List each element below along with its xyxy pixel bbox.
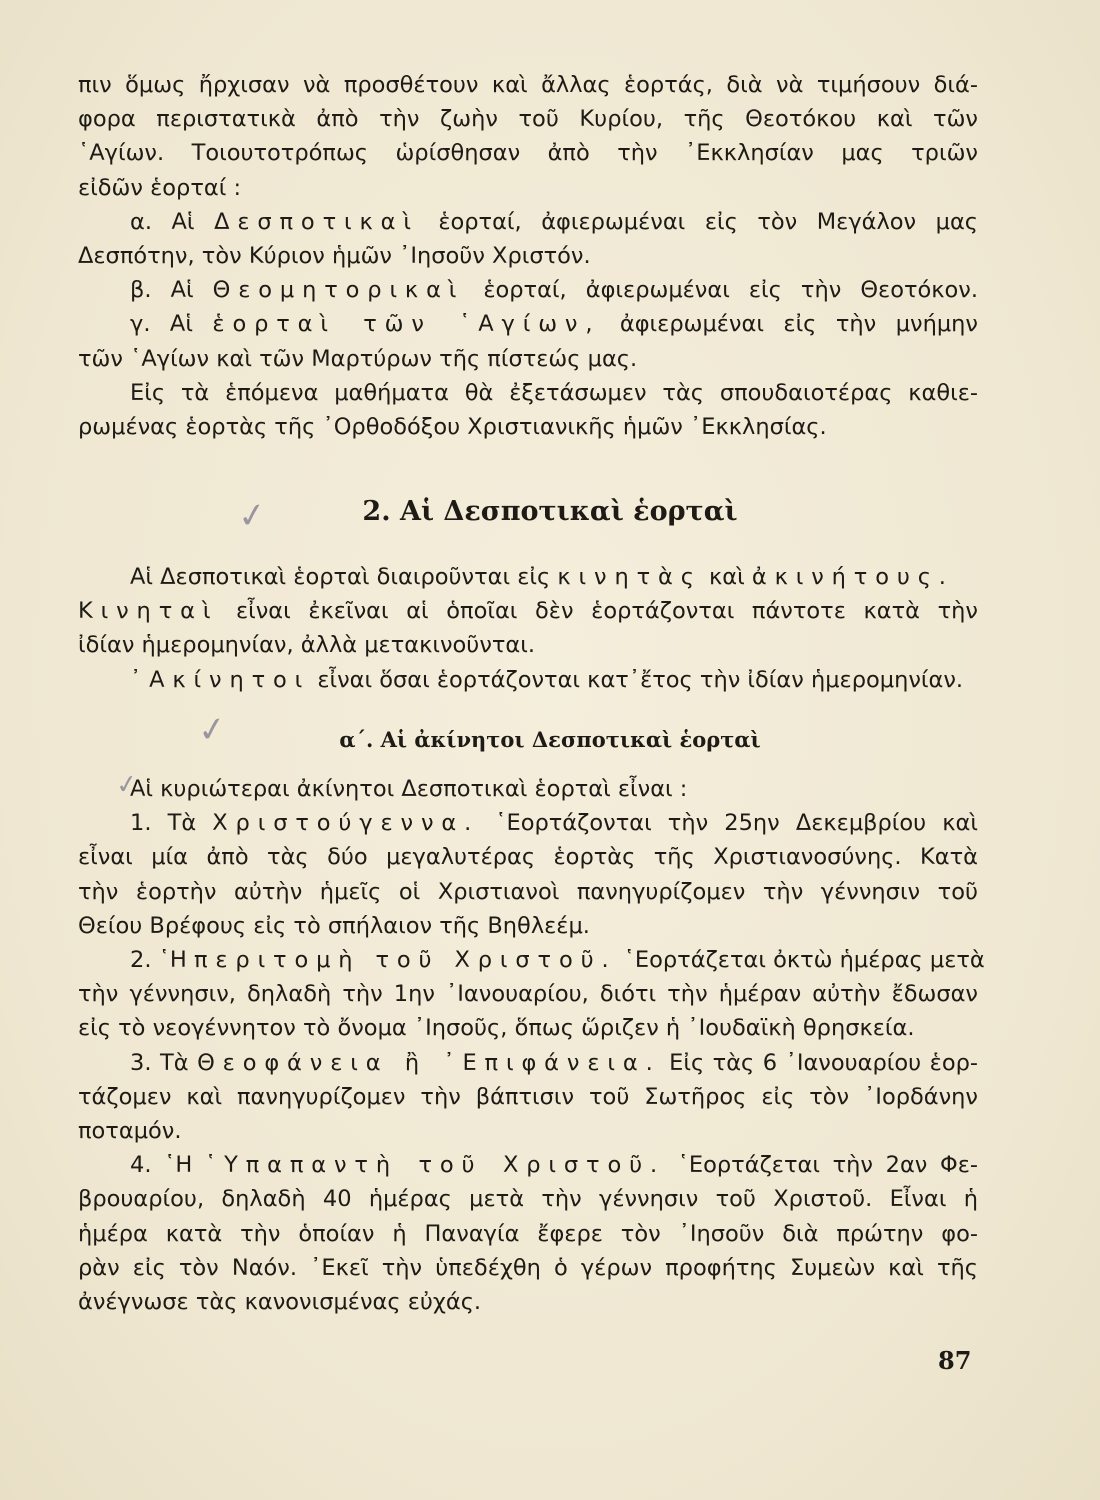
text-line: ἀνέγνωσε τὰς κανονισμένας εὐχάς. [78,1289,482,1316]
text-line: Εἰς τὰ ἑπόμενα μαθήματα θὰ ἐξετάσωμεν τὰς σπουδαιοτέρας καθιε- [130,379,978,406]
text-line: τὴν γέννησιν, δηλαδὴ τὴν 1ην ᾿Ιανουαρίου, διότι τὴν ἡμέραν αὐτὴν ἔδωσαν [78,981,978,1008]
text-line: εἰδῶν ἑορταί : [78,174,242,201]
checkmark-icon: ✓ [235,494,270,538]
text-line: ρὰν εἰς τὸν Ναόν. ᾿Εκεῖ τὴν ὑπεδέχθη ὁ γέρων προφήτης Συμεὼν καὶ τῆς [78,1254,978,1281]
text-line: ῾Αγίων. Τοιουτοτρόπως ὡρίσθησαν ἀπὸ τὴν ᾿Εκκλησίαν μας τριῶν [78,140,978,167]
text-line: Δεσπότην, τὸν Κύριον ἡμῶν ᾿Ιησοῦν Χριστόν. [78,243,591,270]
checkmark-icon: ✓ [195,708,230,752]
list-item-c: γ. Αἱ ἑορταὶ τῶν ῾Αγίων, ἀφιερωμέναι εἰς τὴν μνήμην [130,311,978,338]
text-line: ἡμέρα κατὰ τὴν ὁποίαν ἡ Παναγία ἔφερε τὸν ᾿Ιησοῦν διὰ πρώτην φο- [78,1220,978,1247]
text-line: βρουαρίου, δηλαδὴ 40 ἡμέρας μετὰ τὴν γέννησιν τοῦ Χριστοῦ. Εἶναι ἡ [78,1186,978,1213]
list-item-a: α. Αἱ Δεσποτικαὶ ἑορταί, ἀφιερωμέναι εἰς τὸν Μεγάλον μας [130,208,978,235]
page-number: 87 [938,1346,972,1375]
text-line: τὴν ἑορτὴν αὐτὴν ἡμεῖς οἱ Χριστιανοὶ πανηγυρίζομεν τὴν γέννησιν τοῦ [78,878,978,905]
text-line: τάζομεν καὶ πανηγυρίζομεν τὴν βάπτισιν τοῦ Σωτῆρος εἰς τὸν ᾿Ιορδάνην [78,1083,978,1110]
text-line: πιν ὅμως ἤρχισαν νὰ προσθέτουν καὶ ἄλλας ἑορτάς, διὰ νὰ τιμήσουν διά- [78,72,978,98]
body-text-division [78,560,978,697]
text-line: φορα περιστατικὰ ἀπὸ τὴν ζωὴν τοῦ Κυρίου, τῆς Θεοτόκου καὶ τῶν [78,106,978,133]
feast-3-title: 3. Τὰ Θεοφάνεια ἢ ᾿Επιφάνεια. Εἰς τὰς 6 ᾿Ιανουαρίου ἑορ- [130,1049,979,1076]
body-text-feasts [78,772,985,1319]
feast-4-title: 4. ῾Η ῾Υπαπαντὴ τοῦ Χριστοῦ. ῾Εορτάζεται τὴν 2αν Φε- [130,1152,978,1179]
list-item-b: β. Αἱ Θεομητορικαὶ ἑορταί, ἀφιερωμέναι εἰς τὴν Θεοτόκον. [130,277,979,304]
text-line: Κινηταὶ εἶναι ἐκεῖναι αἱ ὁποῖαι δὲν ἑορτάζονται πάντοτε κατὰ τὴν [78,598,978,625]
checkmark-icon: ✓ [114,768,140,802]
body-text [78,68,978,444]
text-line: ποταμόν. [78,1118,182,1145]
text-line: ρωμένας ἑορτὰς τῆς ᾿Ορθοδόξου Χριστιανικῆς ἡμῶν ᾿Εκκλησίας. [78,414,827,441]
feast-1-title: 1. Τὰ Χριστούγεννα. ῾Εορτάζονται τὴν 25ην Δεκεμβρίου καὶ [130,810,978,837]
text-line: εἶναι μία ἀπὸ τὰς δύο μεγαλυτέρας ἑορτὰς τῆς Χριστιανοσύνης. Κατὰ [78,844,978,871]
text-line: Αἱ Δεσποτικαὶ ἑορταὶ διαιροῦνται εἰς κινητὰς καὶ ἀκινήτους. [130,564,954,590]
text-line: ἰδίαν ἡμερομηνίαν, ἀλλὰ μετακινοῦνται. [78,632,536,659]
text-line: Αἱ κυριώτεραι ἀκίνητοι Δεσποτικαὶ ἑορταὶ εἶναι : [130,776,688,802]
subsection-heading: α΄. Αἱ ἀκίνητοι Δεσποτικαὶ ἑορταὶ [339,727,761,752]
section-heading: 2. Αἱ Δεσποτικαὶ ἑορταὶ [362,496,738,527]
text-line: ᾿Ακίνητοι εἶναι ὅσαι ἑορτάζονται κατ᾿ἔτος τὴν ἰδίαν ἡμερομηνίαν. [130,666,964,693]
feast-2-title: 2. ῾Η περιτομὴ τοῦ Χριστοῦ. ῾Εορτάζεται ὀκτὼ ἡμέρας μετὰ [130,947,985,974]
text-line: εἰς τὸ νεογέννητον τὸ ὄνομα ᾿Ιησοῦς, ὅπως ὥριζεν ἡ ᾿Ιουδαϊκὴ θρησκεία. [78,1015,915,1042]
text-line: τῶν ῾Αγίων καὶ τῶν Μαρτύρων τῆς πίστεώς μας. [78,345,638,372]
text-line: Θείου Βρέφους εἰς τὸ σπήλαιον τῆς Βηθλεέμ. [78,912,590,939]
